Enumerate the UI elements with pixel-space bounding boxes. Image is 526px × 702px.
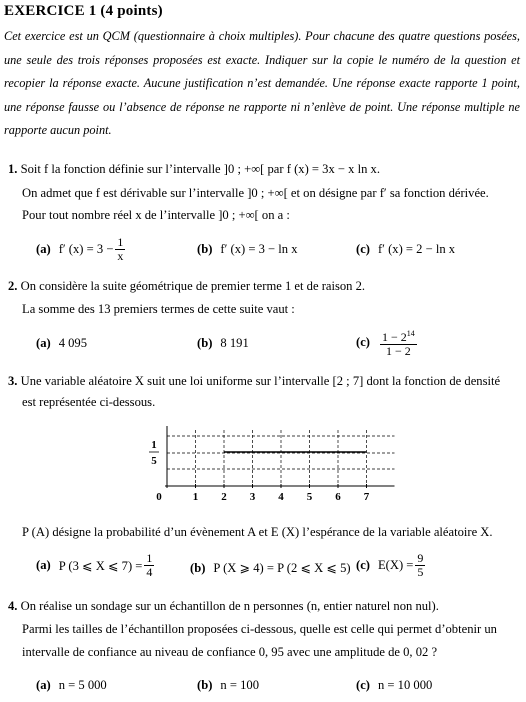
q2-number: 2. — [8, 279, 18, 293]
q2-b-label: (b) — [197, 336, 213, 350]
q1-b-text: f′ (x) = 3 − ln x — [220, 242, 298, 256]
q3-c-text: E(X) = — [377, 558, 414, 572]
q3-line1 — [8, 374, 500, 389]
q3-option-a — [36, 552, 156, 579]
q3-c-fraction — [415, 552, 425, 579]
q4-c-text: n = 10 000 — [377, 678, 433, 692]
q1-a-fraction — [115, 236, 125, 263]
q3-c-denominator: 5 — [417, 565, 424, 579]
q3-c-label: (c) — [356, 558, 370, 572]
q1-number: 1. — [8, 162, 18, 176]
q4-option-c — [356, 678, 432, 693]
q2-statement: On considère la suite géométrique de premier terme 1 et de raison 2. — [20, 279, 366, 293]
q2-a-text: 4 095 — [58, 336, 88, 350]
q3-a-denominator: 4 — [146, 565, 153, 579]
q4-option-a — [36, 678, 107, 693]
q2-line2: La somme des 13 premiers termes de cette suite vaut : — [22, 302, 295, 316]
q2-option-a — [36, 336, 87, 351]
q1-a-denominator: x — [117, 249, 124, 263]
y-tick-denominator: 5 — [151, 455, 157, 467]
q2-c-fraction — [380, 327, 417, 358]
q3-b-text: P (X ⩾ 4) = P (2 ⩽ X ⩽ 5) — [213, 561, 351, 575]
x-tick-label: 0 — [156, 491, 162, 503]
y-tick-numerator: 1 — [151, 439, 157, 451]
q1-c-text: f′ (x) = 2 − ln x — [377, 242, 456, 256]
exercise-title: EXERCICE 1 (4 points) — [4, 3, 163, 19]
q3-a-numerator: 1 — [146, 551, 153, 565]
q3-a-fraction — [144, 552, 154, 579]
q1-option-a — [36, 236, 127, 263]
x-tick-label: 5 — [306, 491, 313, 503]
exercise-intro: Cet exercice est un QCM (questionnaire à choix multiples). Pour chacune des quatre questions posées, une seule des trois réponses proposées est exacte. Indiquer sur la copie le numéro de la question et recopier la réponse exacte. Aucune justification n’est demandée. Une réponse exacte rapporte 1 point, une réponse fausse ou l’absence de réponse ne rapporte ni n’enlève de point. Une réponse multiple ne rapporte aucun point. — [4, 29, 520, 137]
x-tick-label: 3 — [249, 491, 256, 503]
q4-c-label: (c) — [356, 678, 370, 692]
q2-a-label: (a) — [36, 336, 51, 350]
q4-option-b — [197, 678, 259, 693]
x-tick-label: 4 — [278, 491, 284, 503]
q4-number: 4. — [8, 599, 18, 613]
q1-a-text: f′ (x) = 3 − — [58, 242, 114, 256]
x-tick-label: 6 — [335, 491, 341, 503]
q4-b-text: n = 100 — [220, 678, 259, 692]
q4-a-text: n = 5 000 — [58, 678, 107, 692]
q4-line3: intervalle de confiance au niveau de confiance 0, 95 avec une amplitude de 0, 02 ? — [22, 645, 438, 659]
q2-c-label: (c) — [356, 335, 370, 349]
q3-b-label: (b) — [190, 560, 206, 575]
q1-b-label: (b) — [197, 242, 213, 256]
q1-statement: Soit f la fonction définie sur l’intervalle ]0 ; +∞[ par f (x) = 3x − x ln x. — [20, 162, 380, 176]
q2-c-exponent: 14 — [406, 329, 415, 338]
q1-c-label: (c) — [356, 242, 370, 256]
q1-line3: Pour tout nombre réel x de l’intervalle ]0 ; +∞[ on a : — [22, 208, 290, 222]
q2-c-num-base: 1 − 2 — [381, 330, 407, 344]
q4-a-label: (a) — [36, 678, 51, 692]
q1-a-numerator: 1 — [117, 235, 124, 249]
x-tick-label: 1 — [192, 491, 199, 503]
q4-statement: On réalise un sondage sur un échantillon de n personnes (n, entier naturel non nul). — [20, 599, 439, 613]
q1-line1 — [8, 162, 380, 177]
q3-a-label: (a) — [36, 558, 51, 572]
q2-b-text: 8 191 — [220, 336, 249, 350]
q3-option-c — [356, 552, 427, 579]
q4-b-label: (b) — [197, 678, 213, 692]
q2-c-denominator: 1 − 2 — [385, 344, 411, 358]
q3-number: 3. — [8, 374, 18, 388]
q3-line2: est représentée ci-dessous. — [22, 395, 156, 409]
x-tick-label: 2 — [221, 491, 227, 503]
x-tick-label: 7 — [363, 491, 370, 503]
q2-line1 — [8, 279, 365, 294]
q1-option-b — [197, 242, 298, 257]
q3-statement: Une variable aléatoire X suit une loi uniforme sur l’intervalle [2 ; 7] dont la fonction de densité — [20, 374, 501, 388]
q3-option-b — [190, 560, 351, 576]
q1-line2: On admet que f est dérivable sur l’intervalle ]0 ; +∞[ et on désigne par f′ sa fonction dérivée. — [22, 186, 489, 200]
q2-c-numerator — [380, 327, 417, 345]
q1-a-label: (a) — [36, 242, 51, 256]
q3-after: P (A) désigne la probabilité d’un évènement A et E (X) l’espérance de la variable aléatoire X. — [22, 525, 493, 539]
q3-a-text: P (3 ⩽ X ⩽ 7) = — [58, 558, 143, 573]
q1-option-c — [356, 242, 455, 257]
q2-option-c — [356, 327, 419, 358]
q2-option-b — [197, 336, 249, 351]
q4-line2: Parmi les tailles de l’échantillon proposées ci-dessous, quelle est celle qui permet d’obtenir un — [22, 622, 497, 636]
q4-line1 — [8, 599, 439, 614]
q3-c-numerator: 9 — [417, 551, 424, 565]
density-chart — [140, 424, 395, 506]
